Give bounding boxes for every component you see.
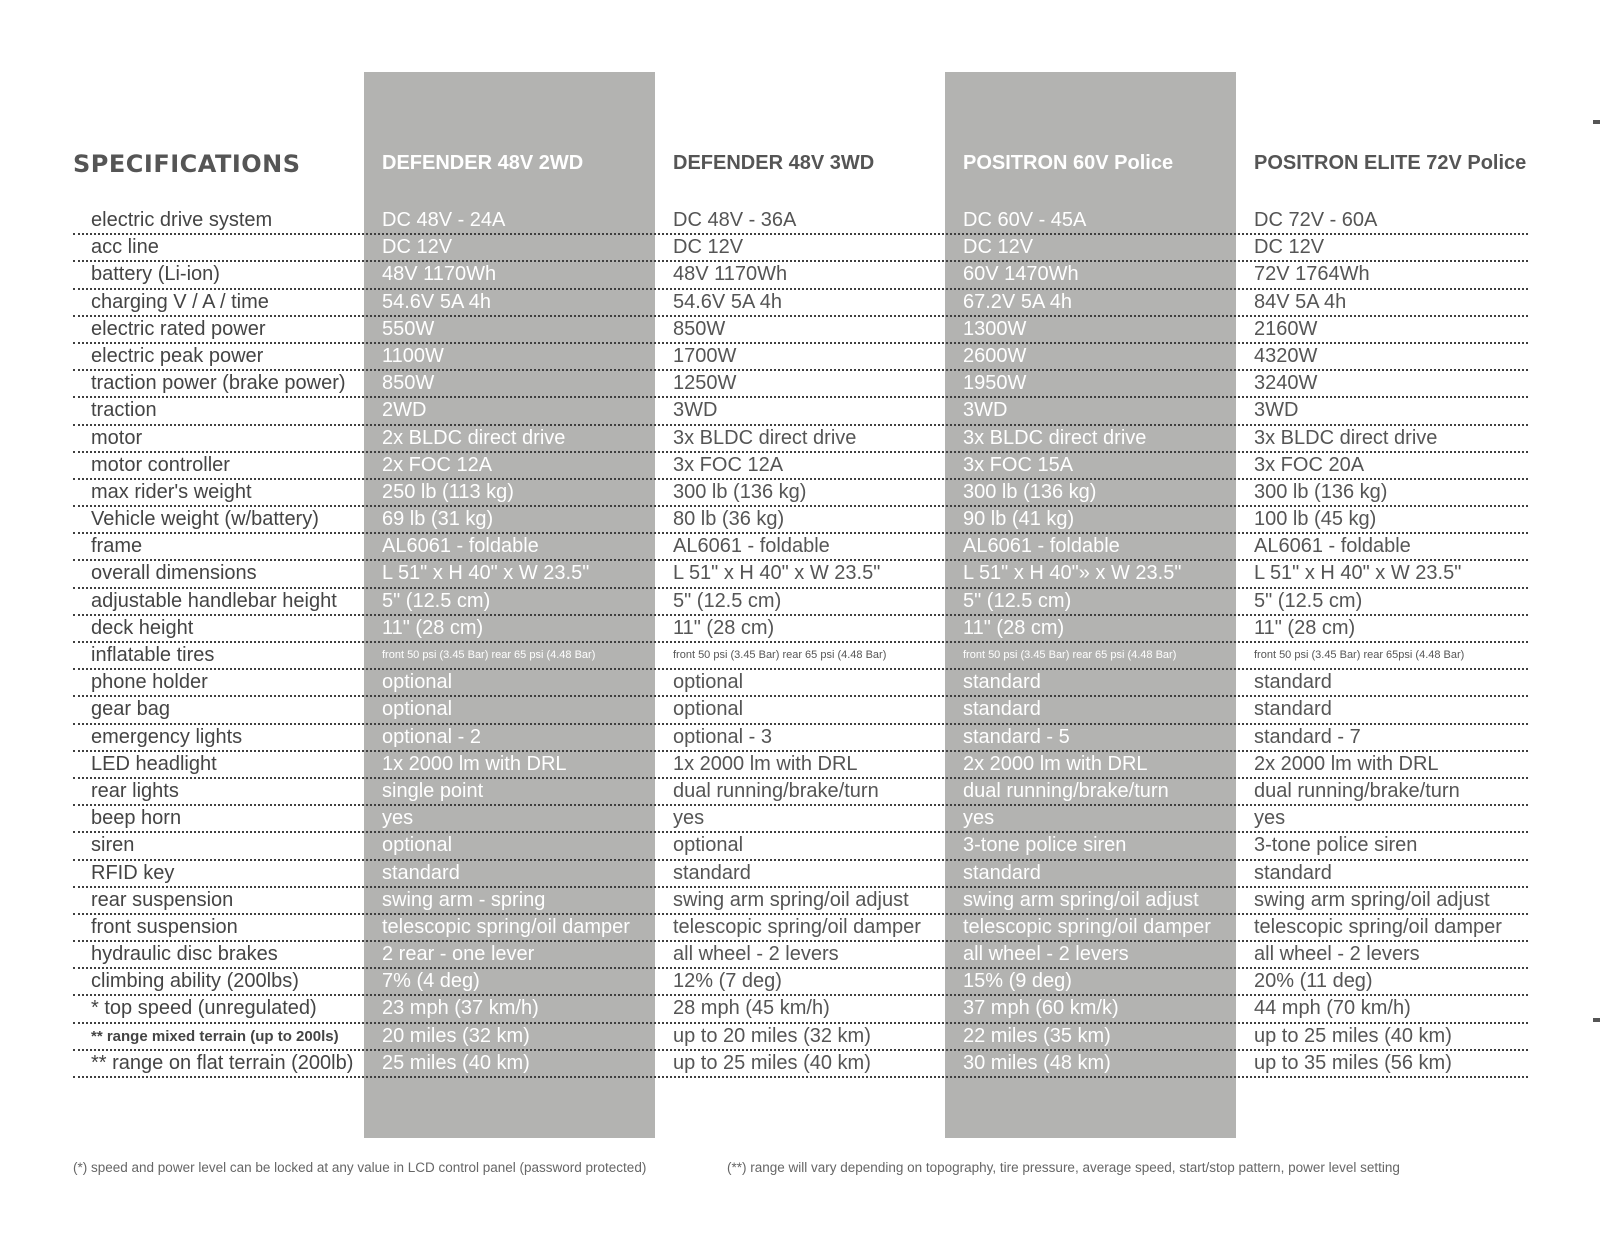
spec-row bbox=[73, 235, 1528, 262]
spec-value-model-4: 3x BLDC direct drive bbox=[1254, 426, 1438, 449]
spec-label: max rider's weight bbox=[91, 480, 252, 503]
spec-value-model-4: 3-tone police siren bbox=[1254, 834, 1418, 857]
spec-value-model-3: standard - 5 bbox=[963, 725, 1070, 748]
spec-value-model-4: 20% (11 deg) bbox=[1254, 970, 1373, 993]
spec-value-model-4: 4320W bbox=[1254, 344, 1318, 367]
spec-value-model-2: dual running/brake/turn bbox=[673, 779, 879, 802]
spec-value-model-2: 300 lb (136 kg) bbox=[673, 480, 807, 503]
spec-value-model-2: front 50 psi (3.45 Bar) rear 65 psi (4.48 Bar) bbox=[673, 649, 887, 661]
spec-row bbox=[73, 969, 1528, 996]
spec-label: * top speed (unregulated) bbox=[91, 997, 317, 1020]
spec-row bbox=[73, 561, 1528, 588]
spec-value-model-1: optional bbox=[382, 834, 453, 857]
spec-value-model-1: AL6061 - foldable bbox=[382, 535, 539, 558]
spec-value-model-2: 48V 1170Wh bbox=[673, 263, 788, 286]
spec-label: adjustable handlebar height bbox=[91, 589, 337, 612]
spec-value-model-4: 2x 2000 lm with DRL bbox=[1254, 752, 1439, 775]
spec-value-model-2: yes bbox=[673, 807, 705, 830]
spec-value-model-3: 67.2V 5A 4h bbox=[963, 290, 1072, 313]
spec-value-model-3: 22 miles (35 km) bbox=[963, 1024, 1111, 1047]
spec-value-model-2: 3x BLDC direct drive bbox=[673, 426, 857, 449]
spec-value-model-4: swing arm spring/oil adjust bbox=[1254, 888, 1490, 911]
spec-row bbox=[73, 697, 1528, 724]
spec-value-model-3: swing arm spring/oil adjust bbox=[963, 888, 1199, 911]
spec-value-model-3: 2600W bbox=[963, 344, 1027, 367]
spec-value-model-4: 3WD bbox=[1254, 399, 1299, 422]
spec-label: beep horn bbox=[91, 807, 182, 830]
spec-value-model-1: 54.6V 5A 4h bbox=[382, 290, 491, 313]
spec-label: motor controller bbox=[91, 453, 230, 476]
spec-row bbox=[73, 942, 1528, 969]
spec-row bbox=[73, 806, 1528, 833]
spec-row bbox=[73, 725, 1528, 752]
spec-row bbox=[73, 371, 1528, 398]
spec-label: charging V / A / time bbox=[91, 290, 269, 313]
spec-value-model-4: standard bbox=[1254, 861, 1332, 884]
spec-value-model-4: 5" (12.5 cm) bbox=[1254, 589, 1363, 612]
spec-value-model-2: optional bbox=[673, 698, 744, 721]
spec-value-model-2: 850W bbox=[673, 317, 726, 340]
spec-label: electric drive system bbox=[91, 209, 273, 231]
spec-value-model-1: swing arm - spring bbox=[382, 888, 546, 911]
spec-value-model-2: all wheel - 2 levers bbox=[673, 943, 839, 966]
spec-value-model-2: 1x 2000 lm with DRL bbox=[673, 752, 858, 775]
spec-value-model-1: 1x 2000 lm with DRL bbox=[382, 752, 567, 775]
model-header-2: DEFENDER 48V 3WD bbox=[673, 152, 875, 174]
spec-value-model-1: 850W bbox=[382, 372, 435, 395]
spec-value-model-3: 30 miles (48 km) bbox=[963, 1051, 1111, 1074]
spec-value-model-1: 48V 1170Wh bbox=[382, 263, 497, 286]
spec-value-model-1: optional bbox=[382, 698, 453, 721]
spec-value-model-3: L 51" x H 40"» x W 23.5" bbox=[963, 562, 1182, 585]
spec-row bbox=[73, 398, 1528, 425]
spec-value-model-1: 2WD bbox=[382, 399, 427, 422]
spec-value-model-1: 20 miles (32 km) bbox=[382, 1024, 530, 1047]
spec-value-model-1: DC 12V bbox=[382, 236, 453, 259]
spec-label: battery (Li-ion) bbox=[91, 263, 220, 286]
spec-value-model-2: DC 12V bbox=[673, 236, 744, 259]
spec-value-model-3: yes bbox=[963, 807, 995, 830]
spec-value-model-2: optional bbox=[673, 671, 744, 694]
model-header-3: POSITRON 60V Police bbox=[963, 152, 1174, 174]
spec-label: Vehicle weight (w/battery) bbox=[91, 508, 319, 531]
spec-value-model-2: 1250W bbox=[673, 372, 737, 395]
spec-value-model-2: optional - 3 bbox=[673, 725, 772, 748]
spec-value-model-3: 15% (9 deg) bbox=[963, 970, 1072, 993]
spec-value-model-3: 2x 2000 lm with DRL bbox=[963, 752, 1148, 775]
spec-label: traction bbox=[91, 399, 157, 422]
spec-row bbox=[73, 915, 1528, 942]
spec-row bbox=[73, 1024, 1528, 1051]
spec-value-model-1: 11" (28 cm) bbox=[382, 616, 484, 639]
spec-label: inflatable tires bbox=[91, 644, 215, 666]
spec-row bbox=[73, 779, 1528, 806]
spec-value-model-1: 550W bbox=[382, 317, 435, 340]
spec-value-model-4: front 50 psi (3.45 Bar) rear 65psi (4.48 Bar) bbox=[1254, 649, 1465, 661]
spec-value-model-4: 2160W bbox=[1254, 317, 1318, 340]
spec-value-model-3: 11" (28 cm) bbox=[963, 616, 1065, 639]
spec-value-model-1: 7% (4 deg) bbox=[382, 970, 480, 993]
spec-value-model-1: standard bbox=[382, 861, 460, 884]
spec-label: hydraulic disc brakes bbox=[91, 943, 278, 966]
spec-value-model-2: 28 mph (45 km/h) bbox=[673, 997, 830, 1020]
spec-row bbox=[73, 833, 1528, 860]
spec-label: ** range mixed terrain (up to 200ls) bbox=[91, 1027, 339, 1045]
spec-value-model-2: DC 48V - 36A bbox=[673, 209, 797, 231]
spec-value-model-3: 3x BLDC direct drive bbox=[963, 426, 1147, 449]
spec-value-model-3: 3x FOC 15A bbox=[963, 453, 1074, 476]
spec-label: acc line bbox=[91, 236, 159, 259]
spec-value-model-3: 3-tone police siren bbox=[963, 834, 1127, 857]
spec-value-model-3: 5" (12.5 cm) bbox=[963, 589, 1072, 612]
spec-value-model-3: 3WD bbox=[963, 399, 1008, 422]
spec-value-model-2: 80 lb (36 kg) bbox=[673, 508, 785, 531]
spec-value-model-4: 300 lb (136 kg) bbox=[1254, 480, 1388, 503]
spec-value-model-3: 1300W bbox=[963, 317, 1027, 340]
spec-value-model-3: 60V 1470Wh bbox=[963, 263, 1079, 286]
spec-value-model-1: 69 lb (31 kg) bbox=[382, 508, 494, 531]
spec-value-model-2: telescopic spring/oil damper bbox=[673, 915, 921, 938]
spec-value-model-4: all wheel - 2 levers bbox=[1254, 943, 1420, 966]
spec-value-model-4: 44 mph (70 km/h) bbox=[1254, 997, 1411, 1020]
spec-value-model-1: 250 lb (113 kg) bbox=[382, 480, 514, 503]
spec-label: rear suspension bbox=[91, 888, 234, 911]
spec-value-model-1: optional - 2 bbox=[382, 725, 481, 748]
spec-value-model-2: up to 20 miles (32 km) bbox=[673, 1024, 871, 1047]
spec-value-model-4: dual running/brake/turn bbox=[1254, 779, 1460, 802]
page-edge-mark bbox=[1593, 1018, 1600, 1022]
spec-label: phone holder bbox=[91, 671, 208, 694]
spec-label: motor bbox=[91, 426, 143, 449]
spec-value-model-2: up to 25 miles (40 km) bbox=[673, 1051, 871, 1074]
spec-value-model-2: L 51" x H 40" x W 23.5" bbox=[673, 562, 881, 585]
spec-value-model-4: 11" (28 cm) bbox=[1254, 616, 1356, 639]
spec-value-model-4: standard - 7 bbox=[1254, 725, 1361, 748]
spec-row bbox=[73, 344, 1528, 371]
spec-value-model-2: 54.6V 5A 4h bbox=[673, 290, 782, 313]
spec-value-model-1: L 51" x H 40" x W 23.5" bbox=[382, 562, 590, 585]
spec-row bbox=[73, 453, 1528, 480]
spec-label: emergency lights bbox=[91, 725, 243, 748]
spec-value-model-3: AL6061 - foldable bbox=[963, 535, 1120, 558]
spec-label: overall dimensions bbox=[91, 562, 257, 585]
spec-value-model-2: standard bbox=[673, 861, 751, 884]
spec-value-model-4: 84V 5A 4h bbox=[1254, 290, 1347, 313]
spec-value-model-1: 23 mph (37 km/h) bbox=[382, 997, 539, 1020]
spec-label: LED headlight bbox=[91, 752, 217, 775]
spec-value-model-4: yes bbox=[1254, 807, 1286, 830]
spec-label: RFID key bbox=[91, 861, 175, 884]
spec-value-model-1: DC 48V - 24A bbox=[382, 209, 506, 231]
spec-value-model-2: 3WD bbox=[673, 399, 718, 422]
page-title: SPECIFICATIONS bbox=[73, 150, 301, 178]
spec-value-model-4: DC 72V - 60A bbox=[1254, 209, 1378, 231]
spec-label: gear bag bbox=[91, 698, 170, 721]
spec-value-model-3: standard bbox=[963, 861, 1041, 884]
spec-value-model-2: optional bbox=[673, 834, 744, 857]
spec-label: frame bbox=[91, 535, 143, 558]
spec-row bbox=[73, 616, 1528, 643]
spec-label: electric rated power bbox=[91, 317, 266, 340]
spec-value-model-4: standard bbox=[1254, 698, 1332, 721]
spec-value-model-4: DC 12V bbox=[1254, 236, 1325, 259]
spec-value-model-4: up to 35 miles (56 km) bbox=[1254, 1051, 1452, 1074]
spec-label: ** range on flat terrain (200lb) bbox=[91, 1051, 354, 1074]
spec-value-model-2: 5" (12.5 cm) bbox=[673, 589, 782, 612]
spec-value-model-3: standard bbox=[963, 698, 1041, 721]
spec-value-model-4: L 51" x H 40" x W 23.5" bbox=[1254, 562, 1462, 585]
spec-value-model-2: 1700W bbox=[673, 344, 737, 367]
spec-value-model-3: DC 60V - 45A bbox=[963, 209, 1087, 231]
spec-value-model-1: telescopic spring/oil damper bbox=[382, 915, 630, 938]
spec-value-model-3: 1950W bbox=[963, 372, 1027, 395]
spec-label: electric peak power bbox=[91, 344, 264, 367]
spec-row bbox=[73, 534, 1528, 561]
spec-value-model-4: 3240W bbox=[1254, 372, 1318, 395]
spec-row bbox=[73, 996, 1528, 1023]
spec-label: rear lights bbox=[91, 779, 179, 802]
spec-value-model-3: 37 mph (60 km/k) bbox=[963, 997, 1119, 1020]
spec-value-model-3: all wheel - 2 levers bbox=[963, 943, 1129, 966]
spec-row bbox=[73, 426, 1528, 453]
spec-value-model-1: front 50 psi (3.45 Bar) rear 65 psi (4.48 Bar) bbox=[382, 649, 596, 661]
spec-row bbox=[73, 290, 1528, 317]
spec-value-model-3: telescopic spring/oil damper bbox=[963, 915, 1211, 938]
spec-label: climbing ability (200lbs) bbox=[91, 970, 299, 993]
spec-row bbox=[73, 589, 1528, 616]
spec-value-model-3: front 50 psi (3.45 Bar) rear 65 psi (4.48 Bar) bbox=[963, 649, 1177, 661]
spec-value-model-1: optional bbox=[382, 671, 453, 694]
spec-value-model-1: single point bbox=[382, 779, 484, 802]
spec-value-model-2: 3x FOC 12A bbox=[673, 453, 784, 476]
footnote-speed: (*) speed and power level can be locked at any value in LCD control panel (password protected) bbox=[73, 1160, 647, 1175]
spec-value-model-1: 2 rear - one lever bbox=[382, 943, 535, 966]
spec-row bbox=[73, 643, 1528, 670]
spec-value-model-1: yes bbox=[382, 807, 414, 830]
model-header-4: POSITRON ELITE 72V Police bbox=[1254, 152, 1527, 174]
spec-table bbox=[73, 208, 1528, 1078]
footnote-range: (**) range will vary depending on topography, tire pressure, average speed, start/stop pattern, power level setting bbox=[727, 1160, 1400, 1175]
spec-row bbox=[73, 861, 1528, 888]
spec-row bbox=[73, 208, 1528, 235]
spec-row bbox=[73, 317, 1528, 344]
spec-value-model-4: standard bbox=[1254, 671, 1332, 694]
spec-value-model-1: 5" (12.5 cm) bbox=[382, 589, 491, 612]
spec-value-model-4: AL6061 - foldable bbox=[1254, 535, 1411, 558]
spec-value-model-1: 25 miles (40 km) bbox=[382, 1051, 530, 1074]
spec-row bbox=[73, 480, 1528, 507]
spec-row bbox=[73, 888, 1528, 915]
spec-value-model-3: 300 lb (136 kg) bbox=[963, 480, 1097, 503]
spec-value-model-4: up to 25 miles (40 km) bbox=[1254, 1024, 1452, 1047]
spec-value-model-4: telescopic spring/oil damper bbox=[1254, 915, 1502, 938]
spec-value-model-1: 2x BLDC direct drive bbox=[382, 426, 566, 449]
spec-row bbox=[73, 752, 1528, 779]
spec-row bbox=[73, 670, 1528, 697]
spec-value-model-2: 12% (7 deg) bbox=[673, 970, 782, 993]
spec-value-model-4: 72V 1764Wh bbox=[1254, 263, 1370, 286]
model-header-1: DEFENDER 48V 2WD bbox=[382, 152, 584, 174]
spec-value-model-3: dual running/brake/turn bbox=[963, 779, 1169, 802]
spec-value-model-4: 3x FOC 20A bbox=[1254, 453, 1365, 476]
spec-value-model-2: 11" (28 cm) bbox=[673, 616, 775, 639]
spec-row bbox=[73, 262, 1528, 289]
spec-row bbox=[73, 507, 1528, 534]
spec-value-model-3: standard bbox=[963, 671, 1041, 694]
spec-label: front suspension bbox=[91, 915, 238, 938]
spec-label: traction power (brake power) bbox=[91, 372, 346, 395]
spec-label: deck height bbox=[91, 616, 194, 639]
spec-value-model-1: 2x FOC 12A bbox=[382, 453, 493, 476]
spec-value-model-1: 1100W bbox=[382, 344, 444, 367]
page-edge-mark bbox=[1593, 120, 1600, 124]
spec-value-model-2: AL6061 - foldable bbox=[673, 535, 830, 558]
spec-value-model-4: 100 lb (45 kg) bbox=[1254, 508, 1377, 531]
spec-value-model-3: 90 lb (41 kg) bbox=[963, 508, 1075, 531]
spec-label: siren bbox=[91, 834, 135, 857]
spec-row bbox=[73, 1051, 1528, 1078]
spec-value-model-2: swing arm spring/oil adjust bbox=[673, 888, 909, 911]
spec-value-model-3: DC 12V bbox=[963, 236, 1034, 259]
